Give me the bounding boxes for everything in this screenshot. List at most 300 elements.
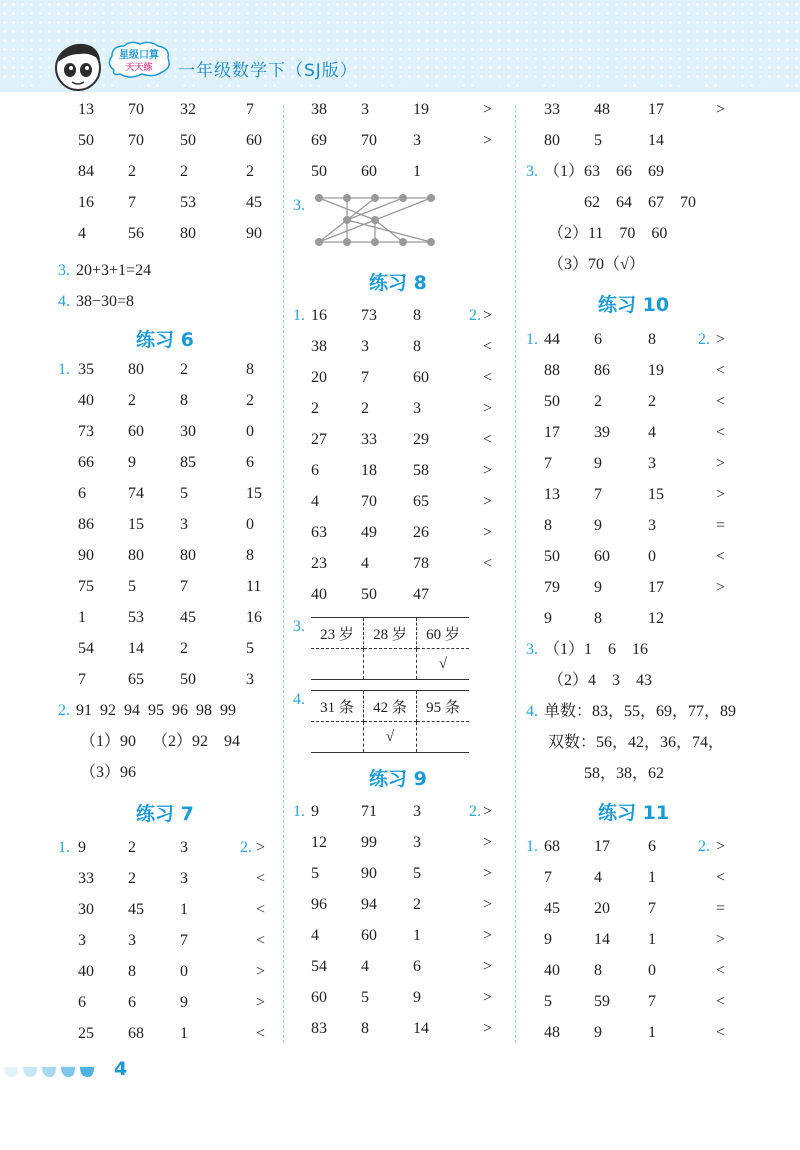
matching-dot xyxy=(371,238,379,246)
comparison-symbol: < xyxy=(716,548,726,565)
answer-cell: 7 xyxy=(128,194,136,211)
answer-cell: 4 xyxy=(594,869,602,886)
comparison-symbol: < xyxy=(256,901,266,918)
answer-cell: 9 xyxy=(311,803,319,820)
answer-cell: 4 xyxy=(361,555,369,572)
answer-row xyxy=(526,895,800,923)
answer-text: （1）1 6 16 xyxy=(544,641,649,658)
answer-cell: 8 xyxy=(594,962,602,979)
answer-cell: 16 xyxy=(246,609,262,626)
answer-cell: 13 xyxy=(544,486,560,503)
column-divider xyxy=(515,105,516,1043)
answer-cell: 7 xyxy=(648,993,656,1010)
table-header-cell: 31 条 xyxy=(311,691,364,722)
answer-cell: 3 xyxy=(413,803,421,820)
answer-cell: 58 xyxy=(413,462,429,479)
answer-cell: 2 xyxy=(413,896,421,913)
answer-cell: 6 xyxy=(311,462,319,479)
question-number: 1. xyxy=(526,331,538,348)
answer-cell: 14 xyxy=(413,1020,429,1037)
answer-cell: 53 xyxy=(180,194,196,211)
answer-cell: 3 xyxy=(648,455,656,472)
answer-cell: 17 xyxy=(648,101,664,118)
comparison-symbol: < xyxy=(256,932,266,949)
answer-cell: 38 xyxy=(311,101,327,118)
answer-cell: 45 xyxy=(544,900,560,917)
answer-cell: 90 xyxy=(78,547,94,564)
answer-cell: 50 xyxy=(544,548,560,565)
comparison-symbol: > xyxy=(256,963,266,980)
answer-cell: 70 xyxy=(361,132,377,149)
answer-row xyxy=(58,127,283,155)
answer-cell: 1 xyxy=(648,1024,656,1041)
answer-cell: 2 xyxy=(246,392,254,409)
comparison-symbol: > xyxy=(483,834,493,851)
answer-cell: 6 xyxy=(246,454,254,471)
answer-cell: 32 xyxy=(180,101,196,118)
answer-cell: 5 xyxy=(594,132,602,149)
comparison-symbol: > xyxy=(483,927,493,944)
answer-cell: 3 xyxy=(246,671,254,688)
answer-text: 38−30=8 xyxy=(76,293,135,310)
comparison-symbol: > xyxy=(483,1020,493,1037)
comparison-symbol: > xyxy=(716,331,726,348)
answer-cell: 75 xyxy=(78,578,94,595)
question-number: 3. xyxy=(58,262,70,279)
answer-cell: 33 xyxy=(544,101,560,118)
matching-line xyxy=(347,198,375,220)
answer-cell: 80 xyxy=(128,361,144,378)
comparison-symbol: < xyxy=(483,338,493,355)
answer-cell: 3 xyxy=(180,870,188,887)
answer-cell: 54 xyxy=(78,640,94,657)
answer-row xyxy=(293,984,515,1012)
answer-cell: 7 xyxy=(361,369,369,386)
answer-cell: 2 xyxy=(128,870,136,887)
answer-text: 20+3+1=24 xyxy=(76,262,152,279)
answer-row xyxy=(58,604,283,632)
answer-text: （2）11 70 60 xyxy=(548,225,668,242)
answer-cell: 59 xyxy=(594,993,610,1010)
matching-dot xyxy=(371,194,379,202)
answer-text: 双数：56，42，36，74， xyxy=(548,734,725,751)
answer-cell: 2 xyxy=(361,400,369,417)
answer-cell: 7 xyxy=(246,101,254,118)
answer-cell: 20 xyxy=(311,369,327,386)
comparison-symbol: > xyxy=(716,101,726,118)
answer-cell: 3 xyxy=(413,834,421,851)
answer-text: 单数：83，55，69，77，89 xyxy=(544,703,737,720)
answer-cell: 14 xyxy=(128,640,144,657)
answer-row xyxy=(526,481,800,509)
answer-cell: 9 xyxy=(128,454,136,471)
comparison-symbol: > xyxy=(483,493,493,510)
answer-cell: 54 xyxy=(311,958,327,975)
matching-dot xyxy=(343,238,351,246)
question-number: 2. xyxy=(698,838,710,855)
answer-cell: 9 xyxy=(594,517,602,534)
answer-cell: 60 xyxy=(311,989,327,1006)
answer-row xyxy=(526,605,800,633)
comparison-symbol: = xyxy=(716,517,726,534)
comparison-symbol: > xyxy=(483,462,493,479)
comparison-symbol: > xyxy=(716,931,726,948)
answer-row xyxy=(58,449,283,477)
answer-row xyxy=(526,419,800,447)
answer-cell: 1 xyxy=(180,1025,188,1042)
answer-cell: 45 xyxy=(246,194,262,211)
answer-cell: 45 xyxy=(180,609,196,626)
comparison-symbol: > xyxy=(483,865,493,882)
answer-cell: 88 xyxy=(544,362,560,379)
answer-cell: 86 xyxy=(594,362,610,379)
answer-cell: 86 xyxy=(78,516,94,533)
comparison-symbol: > xyxy=(256,994,266,1011)
answer-cell: 4 xyxy=(78,225,86,242)
answer-row xyxy=(58,635,283,663)
answer-cell: 3 xyxy=(413,400,421,417)
answer-row xyxy=(526,988,800,1016)
comparison-symbol: < xyxy=(716,869,726,886)
matching-dot xyxy=(399,194,407,202)
comparison-symbol: > xyxy=(256,839,266,856)
answer-cell: 16 xyxy=(311,307,327,324)
answer-cell: 2 xyxy=(128,392,136,409)
answer-cell: 6 xyxy=(648,838,656,855)
question-number: 2. xyxy=(469,307,481,324)
answer-cell: 90 xyxy=(361,865,377,882)
table-header-cell: 60 岁 xyxy=(417,618,470,649)
answer-cell: 29 xyxy=(413,431,429,448)
question-number: 1. xyxy=(293,307,305,324)
answer-cell: 8 xyxy=(246,361,254,378)
answer-row xyxy=(58,989,283,1017)
answer-cell: 79 xyxy=(544,579,560,596)
answer-row xyxy=(526,450,800,478)
answer-cell: 0 xyxy=(246,423,254,440)
answer-row xyxy=(58,958,283,986)
answer-cell: 60 xyxy=(361,163,377,180)
comparison-symbol: = xyxy=(716,900,726,917)
answer-row xyxy=(293,891,515,919)
answer-cell: 0 xyxy=(648,962,656,979)
book-title: 一年级数学下（SJ版） xyxy=(178,61,358,81)
answer-cell: 9 xyxy=(78,839,86,856)
answer-cell: 11 xyxy=(246,578,262,595)
answer-cell: 3 xyxy=(180,839,188,856)
matching-dot xyxy=(427,194,435,202)
answer-row xyxy=(58,96,283,124)
question-number: 3. xyxy=(526,163,538,180)
answer-cell: 4 xyxy=(311,493,319,510)
answer-row xyxy=(293,581,515,609)
answer-row xyxy=(293,364,515,392)
mascot-icon xyxy=(50,36,110,96)
answer-cell: 26 xyxy=(413,524,429,541)
comparison-symbol: < xyxy=(716,424,726,441)
question-number: 1. xyxy=(58,361,70,378)
answer-cell: 2 xyxy=(594,393,602,410)
comparison-symbol: > xyxy=(483,101,493,118)
answer-cell: 13 xyxy=(78,101,94,118)
comparison-symbol: > xyxy=(716,486,726,503)
answer-row xyxy=(526,326,800,354)
answer-cell: 17 xyxy=(648,579,664,596)
answer-cell: 85 xyxy=(180,454,196,471)
answer-cell: 50 xyxy=(180,132,196,149)
answer-cell: 53 xyxy=(128,609,144,626)
answer-cell: 50 xyxy=(78,132,94,149)
question-number: 3. xyxy=(526,641,538,658)
answer-row xyxy=(58,418,283,446)
answer-cell: 69 xyxy=(311,132,327,149)
answer-row xyxy=(526,127,800,155)
answer-cell: 7 xyxy=(180,932,188,949)
answer-cell: 2 xyxy=(246,163,254,180)
answer-row xyxy=(58,1020,283,1048)
answer-row xyxy=(526,864,800,892)
comparison-symbol: > xyxy=(483,400,493,417)
answer-cell: 3 xyxy=(128,932,136,949)
answer-cell: 2 xyxy=(180,361,188,378)
answer-row xyxy=(58,189,283,217)
answer-cell: 12 xyxy=(648,610,664,627)
comparison-symbol: < xyxy=(716,962,726,979)
comparison-symbol: < xyxy=(716,393,726,410)
answer-cell: 2 xyxy=(648,393,656,410)
answer-cell: 9 xyxy=(180,994,188,1011)
answer-row xyxy=(293,860,515,888)
answer-cell: 3 xyxy=(413,132,421,149)
answer-cell: 6 xyxy=(594,331,602,348)
matching-diagram xyxy=(309,190,439,256)
answer-cell: 3 xyxy=(361,338,369,355)
answer-row xyxy=(293,96,515,124)
answer-cell: 0 xyxy=(180,963,188,980)
answer-cell: 44 xyxy=(544,331,560,348)
table-row xyxy=(311,722,469,753)
answer-cell: 33 xyxy=(361,431,377,448)
answer-cell: 18 xyxy=(361,462,377,479)
answer-cell: 99 xyxy=(361,834,377,851)
table-answer-cell xyxy=(311,722,364,753)
answer-cell: 7 xyxy=(544,869,552,886)
answer-cell: 25 xyxy=(78,1025,94,1042)
answer-cell: 63 xyxy=(311,524,327,541)
title-badge-cloud xyxy=(106,40,172,80)
answer-cell: 9 xyxy=(413,989,421,1006)
matching-line xyxy=(375,220,403,242)
comparison-symbol: < xyxy=(256,870,266,887)
answer-cell: 1 xyxy=(648,931,656,948)
answer-row xyxy=(293,798,515,826)
matching-dot xyxy=(371,216,379,224)
answer-cell: 60 xyxy=(594,548,610,565)
answer-cell: 65 xyxy=(413,493,429,510)
answer-row xyxy=(526,543,800,571)
table-answer-cell xyxy=(311,649,364,680)
question-number: 3. xyxy=(293,618,305,635)
table-header-cell: 23 岁 xyxy=(311,618,364,649)
answer-cell: 5 xyxy=(128,578,136,595)
answer-cell: 14 xyxy=(648,132,664,149)
exercise-title: 练习 10 xyxy=(598,294,670,316)
comparison-symbol: < xyxy=(716,362,726,379)
answer-cell: 9 xyxy=(594,1024,602,1041)
answer-row xyxy=(526,833,800,861)
answer-cell: 96 xyxy=(311,896,327,913)
table-row xyxy=(311,649,469,680)
question-number: 1. xyxy=(293,803,305,820)
answer-row xyxy=(293,158,515,186)
matching-dot xyxy=(343,194,351,202)
answer-cell: 3 xyxy=(78,932,86,949)
answer-cell: 73 xyxy=(78,423,94,440)
comparison-symbol: < xyxy=(483,555,493,572)
answer-cell: 84 xyxy=(78,163,94,180)
answer-row xyxy=(526,357,800,385)
question-number: 2. xyxy=(698,331,710,348)
comparison-symbol: < xyxy=(716,993,726,1010)
answer-cell: 17 xyxy=(594,838,610,855)
answer-cell: 15 xyxy=(128,516,144,533)
comparison-symbol: > xyxy=(483,803,493,820)
answer-cell: 7 xyxy=(180,578,188,595)
comparison-symbol: > xyxy=(483,989,493,1006)
answer-cell: 70 xyxy=(128,132,144,149)
answer-cell: 80 xyxy=(544,132,560,149)
comparison-symbol: > xyxy=(483,524,493,541)
answer-cell: 7 xyxy=(648,900,656,917)
answer-cell: 56 xyxy=(128,225,144,242)
answer-cell: 50 xyxy=(361,586,377,603)
answer-cell: 2 xyxy=(180,163,188,180)
table-answer-cell xyxy=(417,722,470,753)
question-number: 1. xyxy=(58,839,70,856)
answer-cell: 7 xyxy=(78,671,86,688)
answer-cell: 70 xyxy=(128,101,144,118)
answer-cell: 12 xyxy=(311,834,327,851)
exercise-title: 练习 7 xyxy=(136,803,194,825)
comparison-symbol: < xyxy=(716,1024,726,1041)
answer-row xyxy=(58,896,283,924)
answer-row xyxy=(293,333,515,361)
answer-cell: 8 xyxy=(361,1020,369,1037)
answer-cell: 30 xyxy=(78,901,94,918)
answer-cell: 16 xyxy=(78,194,94,211)
question-number: 2. xyxy=(469,803,481,820)
answer-row xyxy=(293,488,515,516)
answer-row xyxy=(58,387,283,415)
comparison-symbol: > xyxy=(483,896,493,913)
answer-cell: 6 xyxy=(128,994,136,1011)
answer-cell: 70 xyxy=(361,493,377,510)
answer-cell: 65 xyxy=(128,671,144,688)
comparison-symbol: < xyxy=(256,1025,266,1042)
answer-row xyxy=(526,96,800,124)
table-row xyxy=(311,618,469,649)
answer-text: （3）70（√） xyxy=(548,256,645,273)
answer-cell: 40 xyxy=(544,962,560,979)
answer-cell: 9 xyxy=(594,455,602,472)
answer-cell: 68 xyxy=(544,838,560,855)
comparison-symbol: < xyxy=(483,431,493,448)
matching-dot xyxy=(315,194,323,202)
answer-row xyxy=(58,542,283,570)
exercise-title: 练习 8 xyxy=(369,272,427,294)
answer-cell: 8 xyxy=(128,963,136,980)
answer-cell: 0 xyxy=(648,548,656,565)
answer-cell: 1 xyxy=(78,609,86,626)
answer-cell: 73 xyxy=(361,307,377,324)
exercise-title: 练习 11 xyxy=(598,802,670,824)
comparison-symbol: > xyxy=(483,307,493,324)
answer-cell: 38 xyxy=(311,338,327,355)
answer-cell: 33 xyxy=(78,870,94,887)
answer-row xyxy=(526,1019,800,1047)
answer-row xyxy=(58,511,283,539)
answer-cell: 90 xyxy=(246,225,262,242)
answer-cell: 83 xyxy=(311,1020,327,1037)
answer-cell: 19 xyxy=(413,101,429,118)
answer-row xyxy=(293,829,515,857)
answer-cell: 60 xyxy=(246,132,262,149)
answer-row xyxy=(293,953,515,981)
answer-cell: 15 xyxy=(648,486,664,503)
answer-table xyxy=(311,690,469,753)
answer-cell: 23 xyxy=(311,555,327,572)
answer-text: （1）63 66 69 xyxy=(544,163,665,180)
answer-cell: 7 xyxy=(594,486,602,503)
matching-dot xyxy=(315,238,323,246)
table-answer-cell: √ xyxy=(438,655,448,672)
answer-cell: 40 xyxy=(78,392,94,409)
table-row xyxy=(311,691,469,722)
table-header-cell: 42 条 xyxy=(364,691,417,722)
column-divider xyxy=(283,105,284,1043)
answer-cell: 4 xyxy=(361,958,369,975)
answer-cell: 5 xyxy=(544,993,552,1010)
answer-cell: 48 xyxy=(544,1024,560,1041)
answer-cell: 6 xyxy=(78,994,86,1011)
answer-cell: 1 xyxy=(413,927,421,944)
answer-cell: 0 xyxy=(246,516,254,533)
answer-cell: 3 xyxy=(648,517,656,534)
answer-cell: 6 xyxy=(78,485,86,502)
answer-row xyxy=(293,550,515,578)
answer-cell: 1 xyxy=(648,869,656,886)
answer-cell: 9 xyxy=(544,931,552,948)
answer-cell: 47 xyxy=(413,586,429,603)
answer-cell: 5 xyxy=(413,865,421,882)
answer-text: 58，38，62 xyxy=(584,765,665,782)
answer-cell: 74 xyxy=(128,485,144,502)
comparison-symbol: < xyxy=(483,369,493,386)
answer-cell: 1 xyxy=(180,901,188,918)
answer-cell: 2 xyxy=(128,839,136,856)
answer-row xyxy=(58,356,283,384)
answer-cell: 40 xyxy=(78,963,94,980)
footer-dots xyxy=(0,1063,110,1083)
answer-cell: 17 xyxy=(544,424,560,441)
question-number: 2. xyxy=(240,839,252,856)
answer-row xyxy=(526,574,800,602)
answer-cell: 8 xyxy=(594,610,602,627)
answer-cell: 50 xyxy=(544,393,560,410)
answer-cell: 15 xyxy=(246,485,262,502)
answer-row xyxy=(293,127,515,155)
answer-row xyxy=(293,922,515,950)
